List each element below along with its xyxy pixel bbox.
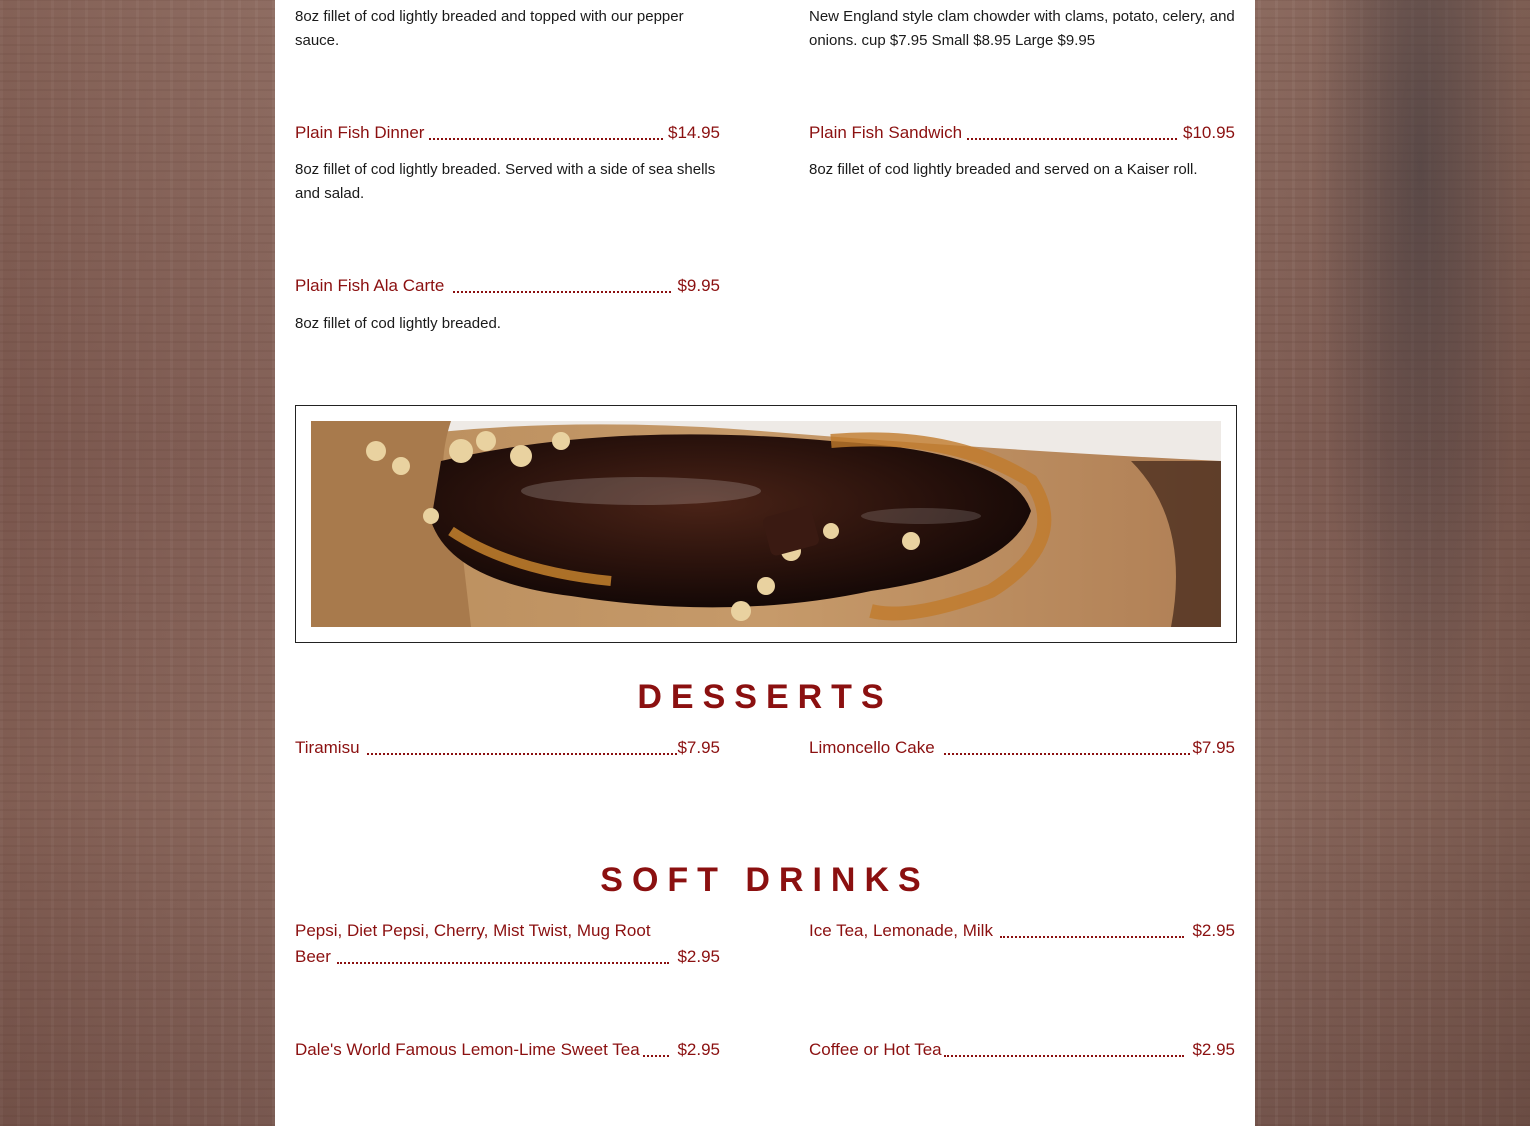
item-description: 8oz fillet of cod lightly breaded. xyxy=(295,315,501,332)
leader-dots xyxy=(944,1055,1184,1057)
menu-item-price: $10.95 xyxy=(1183,123,1235,142)
leader-dots xyxy=(643,1055,669,1057)
menu-item-name: Limoncello Cake xyxy=(809,738,935,757)
menu-item-price: $2.95 xyxy=(677,1040,720,1059)
dessert-photo xyxy=(311,421,1221,627)
item-description: 8oz fillet of cod lightly breaded. Served with a side of sea shells and salad. xyxy=(295,161,716,202)
item-description: 8oz fillet of cod lightly breaded and served on a Kaiser roll. xyxy=(809,161,1198,178)
leader-dots xyxy=(367,753,677,755)
menu-item-name: Plain Fish Ala Carte xyxy=(295,276,445,295)
menu-item-name: Plain Fish Dinner xyxy=(295,123,425,142)
dessert-photo-illustration xyxy=(311,421,1221,627)
leader-dots xyxy=(429,138,663,140)
menu-item-name: Beer xyxy=(295,947,331,966)
menu-item-name: Dale's World Famous Lemon-Lime Sweet Tea xyxy=(295,1040,640,1059)
menu-item-name: Tiramisu xyxy=(295,738,360,757)
menu-item-price: $2.95 xyxy=(1192,921,1235,940)
photo-frame xyxy=(295,405,1237,643)
leader-dots xyxy=(967,138,1177,140)
section-heading-soft-drinks: SOFT DRINKS xyxy=(600,861,930,899)
menu-item-price: $2.95 xyxy=(677,947,720,966)
menu-item-price: $9.95 xyxy=(677,276,720,295)
item-description: New England style clam chowder with clams, potato, celery, and onions. cup $7.95 Small $8.95 Large $9.95 xyxy=(809,8,1235,49)
menu-item-name: Coffee or Hot Tea xyxy=(809,1040,942,1059)
menu-item-name: Ice Tea, Lemonade, Milk xyxy=(809,921,993,940)
leader-dots xyxy=(453,291,671,293)
leader-dots xyxy=(944,753,1190,755)
menu-item-name: Pepsi, Diet Pepsi, Cherry, Mist Twist, Mug Root xyxy=(295,921,651,940)
menu-item-price: $2.95 xyxy=(1192,1040,1235,1059)
menu-item-price: $7.95 xyxy=(677,738,720,757)
wood-background-right xyxy=(1255,0,1530,1126)
item-description: 8oz fillet of cod lightly breaded and topped with our pepper sauce. xyxy=(295,8,684,49)
menu-item-name: Plain Fish Sandwich xyxy=(809,123,963,142)
wood-background-left xyxy=(0,0,275,1126)
menu-panel xyxy=(275,0,1255,1126)
leader-dots xyxy=(1000,936,1184,938)
section-heading-desserts: DESSERTS xyxy=(637,678,893,716)
leader-dots xyxy=(337,962,669,964)
menu-item-price: $14.95 xyxy=(668,123,720,142)
menu-item-price: $7.95 xyxy=(1192,738,1235,757)
